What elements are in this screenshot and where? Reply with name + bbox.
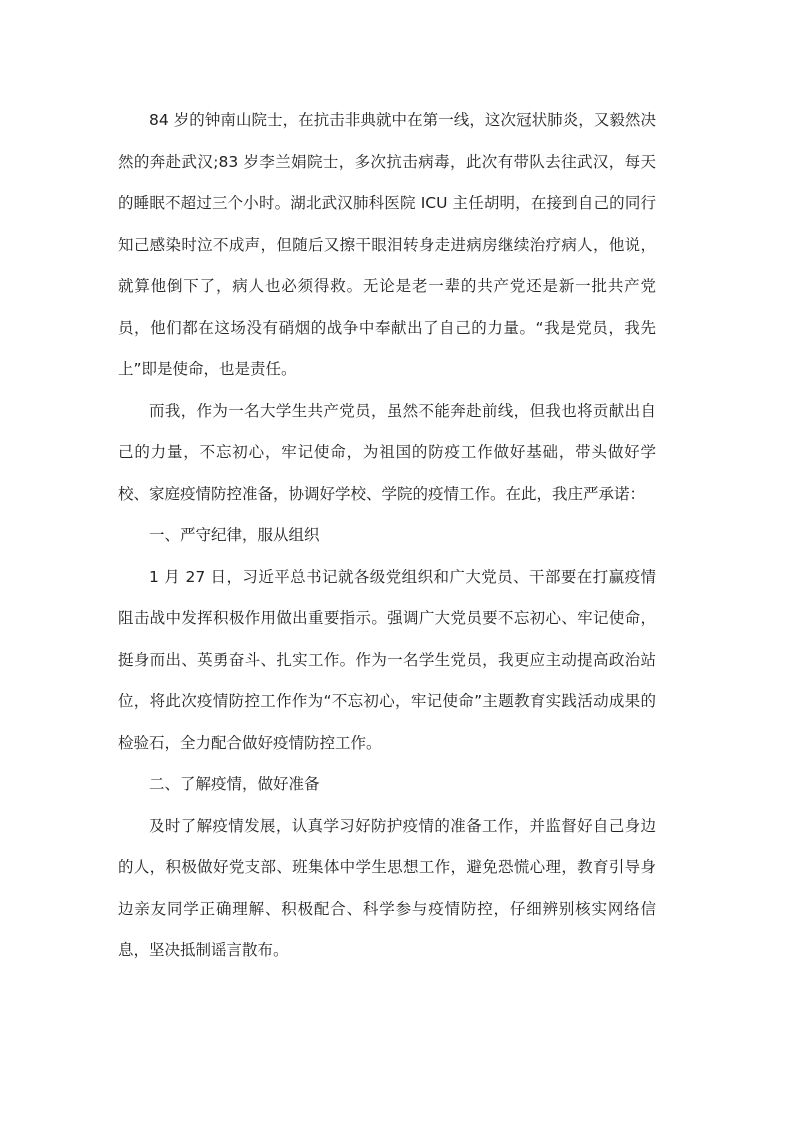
paragraph-preparation: 及时了解疫情发展，认真学习好防护疫情的准备工作，并监督好自己身边的人，积极做好党支部、班集体中学生思想工作，避免恐慌心理，教育引导身边亲友同学正确理解、积极配合、科学参与疫情防控，仔细辨别核实网络信息，坚决抵制谣言散布。 [118,816,656,959]
section-heading-preparation: 二、了解疫情，做好准备 [149,775,320,793]
paragraph-student-commitment: 而我，作为一名大学生共产党员，虽然不能奔赴前线，但我也将贡献出自己的力量，不忘初心，牢记使命，为祖国的防疫工作做好基础，带头做好学校、家庭疫情防控准备，协调好学校、学院的疫情工作。在此，我庄严承诺： [118,401,656,503]
section-heading-discipline: 一、严守纪律，服从组织 [149,526,320,544]
document-body [118,100,656,972]
paragraph-instruction: 1 月 27 日，习近平总书记就各级党组织和广大党员、干部要在打赢疫情阻击战中发挥积极作用做出重要指示。强调广大党员要不忘初心、牢记使命，挺身而出、英勇奋斗、扎实工作。作为一名学生党员，我更应主动提高政治站位，将此次疫情防控工作作为“不忘初心，牢记使命”主题教育实践活动成果的检验石，全力配合做好疫情防控工作。 [118,567,656,752]
paragraph-doctors: 84 岁的钟南山院士，在抗击非典就中在第一线，这次冠状肺炎，又毅然决然的奔赴武汉;83 岁李兰娟院士，多次抗击病毒，此次有带队去往武汉，每天的睡眠不超过三个小时。湖北武汉肺科医院 ICU 主任胡明，在接到自己的同行知己感染时泣不成声，但随后又擦干眼泪转身走进病房继续治疗病人，他说，就算他倒下了，病人也必须得救。无论是老一辈的共产党还是新一批共产党员，他们都在这场没有硝烟的战争中奉献出了自己的力量。“我是党员，我先上”即是使命，也是责任。 [118,111,656,378]
